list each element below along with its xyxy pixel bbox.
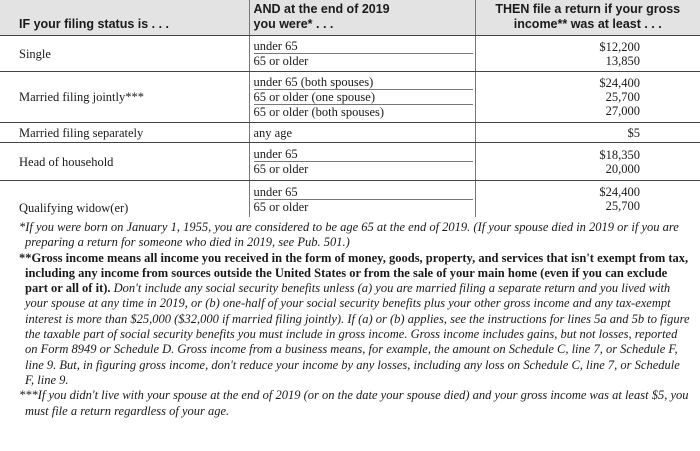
gross-income-term: Gross income <box>31 250 104 265</box>
income-value: $24,400 <box>599 185 640 199</box>
footnote-marker: ** <box>19 250 32 265</box>
income-value: 20,000 <box>605 161 640 176</box>
header-age-line2: you were* . . . <box>253 17 334 31</box>
income-value: 13,850 <box>605 53 640 68</box>
filing-status-head-of-household: Head of household <box>0 143 249 181</box>
age-cell <box>249 181 475 218</box>
footnote-gross-income <box>19 251 692 389</box>
header-age-line1: AND at the end of 2019 <box>253 2 390 16</box>
age-cell <box>249 123 475 143</box>
footnotes <box>0 217 700 419</box>
table-row <box>0 143 700 181</box>
filing-status-married-jointly: Married filing jointly*** <box>0 72 249 123</box>
table-row <box>0 181 700 218</box>
income-value: 27,000 <box>605 104 640 118</box>
filing-requirements-table <box>0 0 700 217</box>
gross-income-definition-text: means all income you received in the form of money, goods, property, and services that isn't exempt from tax, including any income from sources outside the United States or from the sale of your main home (even if you can exclude part or all of it). <box>25 250 689 296</box>
age-value: under 65 <box>254 185 473 200</box>
age-cell <box>249 36 475 72</box>
age-value: 65 or older (one spouse) <box>254 90 473 105</box>
age-value: 65 or older (both spouses) <box>253 105 385 119</box>
age-value: 65 or older <box>253 54 309 68</box>
income-value: $5 <box>627 125 640 140</box>
income-cell <box>475 72 700 123</box>
footnote-married-jointly: ***If you didn't live with your spouse at the end of 2019 (or on the date your spouse died) and your gross income was at least $5, you must file a return regardless of your age. <box>19 388 689 418</box>
table-row <box>0 72 700 123</box>
income-value: $24,400 <box>599 76 640 90</box>
age-value: under 65 (both spouses) <box>254 75 473 90</box>
footnote-age-65: *If you were born on January 1, 1955, you are considered to be age 65 at the end of 2019. (If your spouse died in 2019 or if you are preparing a return for someone who died in 2019, see Pub. 501.) <box>19 220 679 250</box>
header-filing-status: IF your filing status is . . . <box>0 0 249 36</box>
income-cell <box>475 36 700 72</box>
table-header-row <box>0 0 700 36</box>
gross-income-details: Don't include any social security benefits unless (a) you are married filing a separate return and you lived with your spouse at any time in 2019, or (b) one-half of your social security benefits plus your other gross income and any tax-exempt interest is more than $25,000 ($32,000 if married filing jointly). If (a) or (b) applies, see the instructions for lines 5a and 5b to figure the taxable part of social security benefits you must include in gross income. Gross income includes gains, but not losses, reported on Form 8949 or Schedule D. Gross income from a business means, for example, the amount on Schedule C, line 7, or Schedule F, line 9. But, in figuring gross income, don't reduce your income by any losses, including any loss on Schedule C, line 7, or Schedule F, line 9. <box>25 281 690 387</box>
age-value: under 65 <box>254 39 473 54</box>
income-cell <box>475 143 700 181</box>
age-value: 65 or older <box>253 199 309 214</box>
income-cell <box>475 181 700 218</box>
age-value: any age <box>253 125 293 140</box>
age-value: 65 or older <box>253 162 309 176</box>
income-value: $18,350 <box>599 147 640 162</box>
income-value: 25,700 <box>605 199 640 213</box>
filing-status-married-separately: Married filing separately <box>0 123 249 143</box>
age-value: under 65 <box>254 147 473 162</box>
header-income-line2: income** was at least . . . <box>513 17 662 31</box>
age-cell <box>249 72 475 123</box>
age-cell <box>249 143 475 181</box>
income-value: 25,700 <box>605 90 640 104</box>
table-row <box>0 36 700 72</box>
header-gross-income <box>475 0 700 36</box>
table-row <box>0 123 700 143</box>
filing-status-single: Single <box>0 36 249 72</box>
income-value: $12,200 <box>599 39 640 54</box>
header-age <box>249 0 475 36</box>
filing-status-qualifying-widower: Qualifying widow(er) <box>19 201 129 215</box>
income-cell <box>475 123 700 143</box>
header-income-line1: THEN file a return if your gross <box>495 2 681 16</box>
